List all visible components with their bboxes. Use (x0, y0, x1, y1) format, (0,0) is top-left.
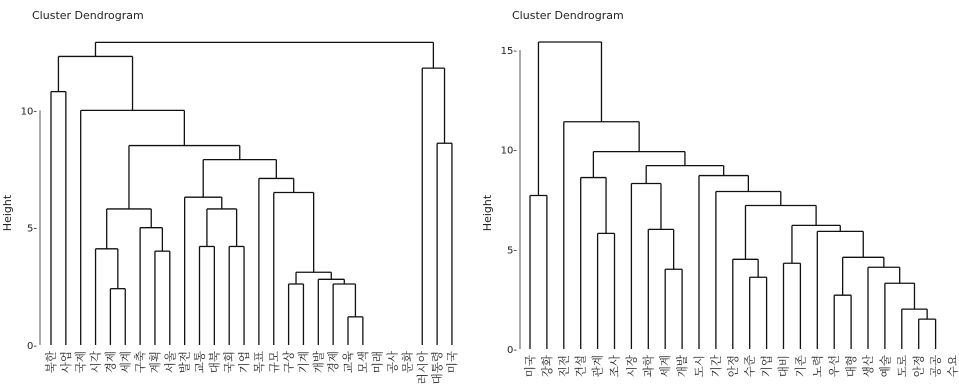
leaf-label: 안정 (725, 355, 740, 378)
y-tick-label: 10- (20, 106, 37, 118)
leaf-label: 도로 (894, 355, 909, 378)
leaf-label: 수요 (945, 355, 959, 378)
y-axis-label-left: Height (1, 194, 14, 232)
leaf-label: 수준 (742, 355, 757, 378)
leaf-label: 계획 (147, 351, 162, 374)
leaf-label: 사업 (58, 351, 73, 374)
leaf-label: 미국 (444, 351, 459, 374)
chart-title-right: Cluster Dendrogram (512, 9, 624, 22)
chart-title-left: Cluster Dendrogram (32, 9, 144, 22)
leaf-label: 대통령 (430, 351, 445, 385)
leaf-label: 노력 (810, 355, 825, 378)
leaf-label: 진전 (556, 355, 571, 378)
leaf-label: 구축 (133, 351, 148, 374)
leaf-label: 문화 (400, 351, 415, 374)
leaf-label: 우선 (827, 355, 842, 378)
leaf-label: 도시 (692, 355, 706, 378)
y-tick-label: 5- (27, 223, 37, 235)
leaf-label: 안정 (911, 355, 926, 378)
leaf-label: 생산 (861, 355, 875, 378)
leaf-label: 구상 (281, 351, 296, 374)
leaf-label: 건설 (573, 355, 588, 378)
leaf-label: 기간 (708, 355, 723, 378)
leaf-label: 교통 (192, 351, 207, 374)
leaf-label: 대북 (207, 351, 222, 374)
leaf-label: 서울 (162, 351, 177, 374)
y-tick-label: 15- (500, 45, 517, 57)
leaf-label: 경제 (326, 351, 341, 374)
y-tick-label: 0- (27, 341, 37, 352)
y-tick-label: 5- (507, 245, 517, 257)
leaf-label: 개발 (675, 355, 690, 378)
leaf-label: 국회 (222, 351, 237, 374)
leaf-label: 경제 (103, 351, 118, 374)
leaf-label: 미국 (523, 355, 537, 378)
leaf-label: 미래 (370, 351, 385, 374)
leaf-label: 세계 (118, 351, 133, 374)
leaf-label: 교육 (341, 351, 355, 374)
leaf-label: 국제 (73, 351, 88, 374)
leaf-label: 대비 (776, 355, 791, 378)
y-tick-label: 0- (507, 345, 517, 356)
y-axis-label-right: Height (481, 194, 494, 232)
leaf-label: 발전 (177, 351, 192, 374)
leaf-label: 개발 (311, 351, 326, 374)
leaf-label: 기업 (237, 351, 252, 374)
leaf-label: 공공 (928, 355, 943, 378)
leaf-label: 조사 (607, 355, 622, 378)
leaf-label: 세계 (658, 355, 673, 378)
leaf-label: 목표 (251, 351, 266, 374)
leaf-label: 기존 (793, 355, 808, 378)
leaf-label: 관계 (590, 355, 605, 378)
leaf-label: 강화 (539, 355, 554, 378)
leaf-label: 기업 (759, 355, 774, 378)
leaf-label: 러시아 (415, 351, 430, 385)
y-tick-label: 10- (500, 145, 517, 157)
leaf-label: 모색 (355, 351, 370, 374)
leaf-label: 대형 (844, 355, 859, 378)
leaf-label: 기계 (296, 351, 311, 374)
leaf-label: 공사 (385, 351, 400, 374)
leaf-label: 예술 (877, 355, 892, 378)
leaf-label: 북한 (44, 351, 58, 374)
dendrogram-right (480, 0, 959, 392)
leaf-label: 시각 (88, 351, 103, 374)
leaf-label: 시장 (624, 355, 639, 378)
leaf-label: 과학 (641, 355, 656, 378)
leaf-label: 규모 (266, 351, 281, 374)
